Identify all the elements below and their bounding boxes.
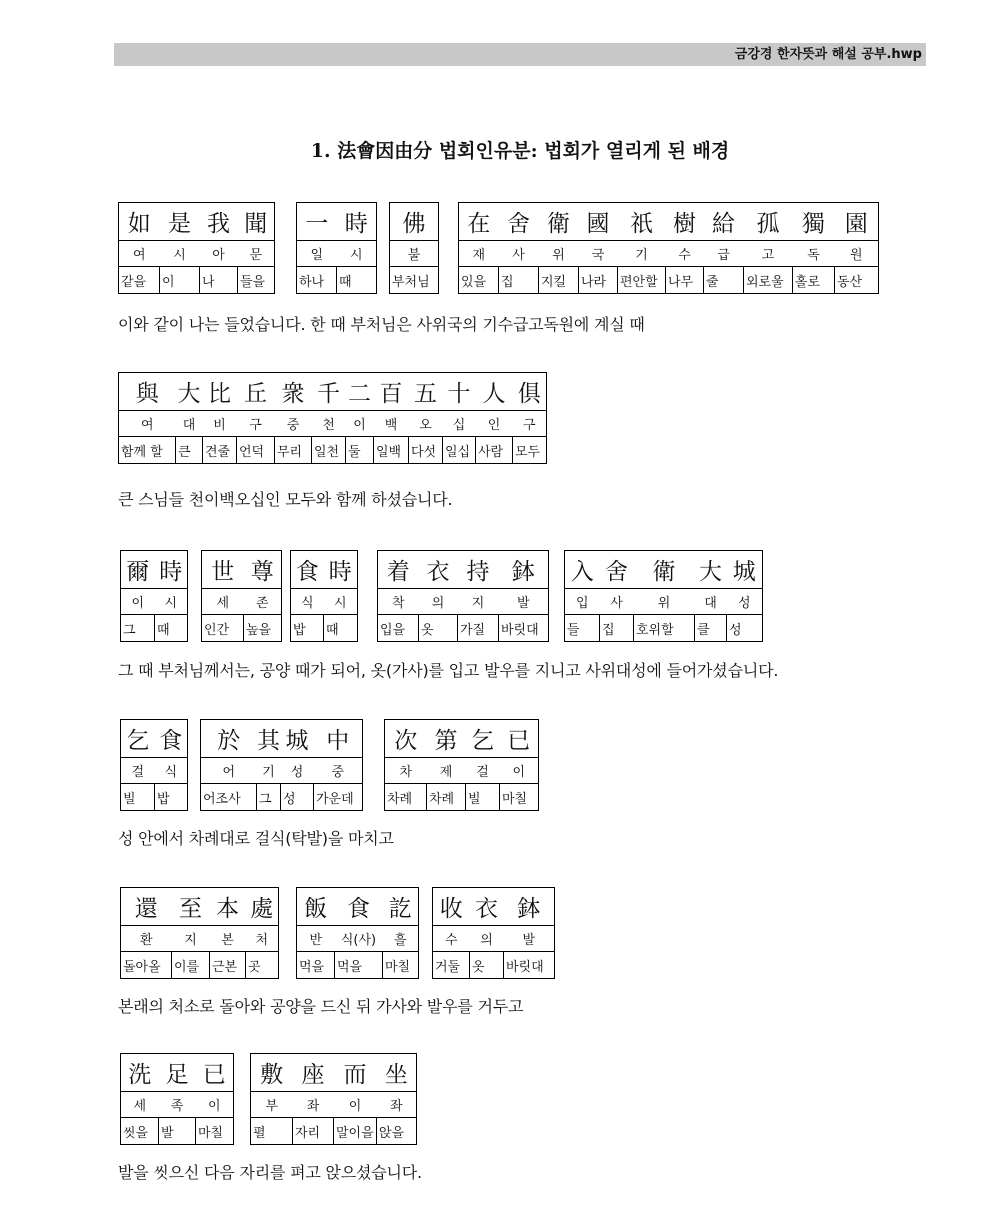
hangul-reading: 식: [155, 758, 188, 784]
hanja-char: 本: [216, 896, 239, 922]
hanja-char: 俱: [517, 381, 541, 407]
meaning-row: [119, 267, 275, 294]
hanja-char: 而: [343, 1062, 367, 1088]
hanja-group-table: [296, 887, 419, 979]
hangul-reading: 천: [312, 411, 346, 437]
hangul-reading: 재: [459, 241, 499, 267]
meaning: 거둘: [433, 952, 470, 979]
meaning: 나: [200, 267, 238, 294]
hangul-reading: 독: [793, 241, 835, 267]
meaning: 그: [257, 784, 281, 811]
hanja-char: 於: [217, 728, 241, 754]
hangul-reading: 성: [727, 589, 763, 615]
hanja-char: 一: [305, 211, 329, 237]
hangul-reading: 불: [390, 241, 439, 267]
hanja-char: 與: [135, 381, 159, 407]
meaning: 편안할: [618, 267, 666, 294]
hangul-reading: 환: [121, 926, 172, 952]
meaning: 돌아올: [121, 952, 172, 979]
hanja-char: 足: [165, 1062, 189, 1088]
hangul-reading: 기: [257, 758, 281, 784]
meaning: 다섯: [409, 437, 443, 464]
hangul-reading-row: [385, 758, 539, 784]
meaning: 호위할: [634, 615, 695, 642]
hanja-char-row: [202, 551, 282, 589]
hanja-char: 食: [295, 559, 319, 585]
hanja-char: 着: [386, 559, 410, 585]
hanja-char: 衛: [547, 211, 570, 237]
hangul-reading-row: [378, 589, 549, 615]
hanja-char: 至: [179, 896, 202, 922]
hanja-char: 大: [177, 381, 201, 407]
hangul-reading: 구: [237, 411, 275, 437]
meaning-row: [297, 267, 377, 294]
hangul-reading: 수: [666, 241, 704, 267]
hangul-reading-row: [202, 589, 282, 615]
meaning: 밥: [291, 615, 324, 642]
hangul-reading: 일: [297, 241, 337, 267]
meaning-row: [378, 615, 549, 642]
translation-text: 성 안에서 차례대로 걸식(탁발)을 마치고: [118, 829, 394, 848]
hangul-reading: 수: [433, 926, 470, 952]
meaning: 어조사: [201, 784, 257, 811]
hangul-reading: 식(사): [335, 926, 383, 952]
hanja-char: 已: [202, 1062, 226, 1088]
meaning: 그: [121, 615, 155, 642]
meaning-row: [121, 1118, 234, 1145]
hanja-char: 第: [434, 728, 458, 754]
meaning: 사람: [476, 437, 513, 464]
meaning-row: [202, 615, 282, 642]
hangul-reading: 국: [579, 241, 618, 267]
meaning: 때: [337, 267, 377, 294]
hangul-reading: 족: [159, 1092, 196, 1118]
hanja-char: 坐: [384, 1062, 408, 1088]
hanja-char-row: [297, 888, 419, 926]
meaning: 빌: [121, 784, 155, 811]
hanja-char: 祇: [630, 211, 653, 237]
hangul-reading: 문: [238, 241, 275, 267]
meaning-row: [459, 267, 879, 294]
hanja-char: 敷: [260, 1062, 284, 1088]
meaning: 일백: [374, 437, 409, 464]
hanja-char: 園: [844, 211, 868, 237]
meaning-row: [433, 952, 555, 979]
hangul-reading: 이: [334, 1092, 377, 1118]
meaning: 높을: [244, 615, 282, 642]
hangul-reading: 사: [600, 589, 634, 615]
hanja-char-row: [378, 551, 549, 589]
hanja-char: 時: [159, 559, 183, 585]
hanja-char: 衣: [475, 896, 498, 922]
meaning: 입을: [378, 615, 419, 642]
meaning: 먹을: [335, 952, 383, 979]
hangul-reading: 제: [427, 758, 466, 784]
hangul-reading-row: [121, 758, 188, 784]
hanja-group-table: [118, 372, 547, 464]
hangul-reading: 세: [202, 589, 244, 615]
hangul-reading: 차: [385, 758, 427, 784]
translation-text: 그 때 부처님께서는, 공양 때가 되어, 옷(가사)를 입고 발우를 지니고 사위대성에 들어가셨습니다.: [118, 661, 779, 680]
hangul-reading: 원: [835, 241, 879, 267]
meaning: 차례: [385, 784, 427, 811]
hanja-char-row: [121, 720, 188, 758]
hanja-char: 千: [317, 381, 340, 407]
hangul-reading: 입: [565, 589, 600, 615]
meaning: 바릿대: [504, 952, 555, 979]
meaning: 큰: [176, 437, 203, 464]
meaning: 무리: [275, 437, 312, 464]
meaning: 함께 할: [119, 437, 176, 464]
hangul-reading: 어: [201, 758, 257, 784]
hangul-reading: 백: [374, 411, 409, 437]
document-filename: 금강경 한자뜻과 해설 공부.hwp: [734, 47, 922, 62]
hangul-reading: 본: [210, 926, 246, 952]
hangul-reading: 사: [499, 241, 539, 267]
meaning: 마칠: [196, 1118, 234, 1145]
hanja-char-row: [433, 888, 555, 926]
hangul-reading-row: [121, 589, 188, 615]
meaning-row: [121, 615, 188, 642]
hangul-reading: 흘: [383, 926, 419, 952]
meaning: 일천: [312, 437, 346, 464]
hanja-group-table: [118, 202, 275, 294]
meaning: 같을: [119, 267, 160, 294]
hanja-char: 百: [379, 381, 403, 407]
hanja-char-row: [121, 1054, 234, 1092]
hangul-reading: 이: [346, 411, 374, 437]
meaning: 언덕: [237, 437, 275, 464]
hanja-char: 尊: [250, 559, 274, 585]
hanja-char: 時: [328, 559, 352, 585]
hangul-reading: 의: [419, 589, 458, 615]
hangul-reading: 비: [203, 411, 237, 437]
hanja-char: 世: [211, 559, 235, 585]
hangul-reading: 중: [275, 411, 312, 437]
hanja-char: 座: [301, 1062, 325, 1088]
hangul-reading-row: [119, 241, 275, 267]
hangul-reading-row: [119, 411, 547, 437]
hanja-group-table: [458, 202, 879, 294]
meaning: 곳: [246, 952, 279, 979]
meaning-row: [291, 615, 358, 642]
hanja-char-row: [390, 203, 439, 241]
hangul-reading: 아: [200, 241, 238, 267]
hangul-reading: 성: [281, 758, 314, 784]
hangul-reading: 의: [470, 926, 504, 952]
hanja-char: 舍: [605, 559, 628, 585]
hanja-char: 如: [127, 211, 151, 237]
hangul-reading: 반: [297, 926, 335, 952]
hanja-char: 洗: [128, 1062, 152, 1088]
hanja-char: 獨: [802, 211, 825, 237]
meaning: 동산: [835, 267, 879, 294]
hangul-reading: 발: [504, 926, 555, 952]
hangul-reading: 시: [155, 589, 188, 615]
hanja-char: 已: [507, 728, 531, 754]
hangul-reading: 위: [634, 589, 695, 615]
hangul-reading: 좌: [293, 1092, 334, 1118]
hanja-char-row: [459, 203, 879, 241]
meaning: 바릿대: [499, 615, 549, 642]
hangul-reading: 좌: [377, 1092, 417, 1118]
hangul-reading: 시: [337, 241, 377, 267]
meaning: 마칠: [500, 784, 539, 811]
hanja-group-table: [384, 719, 539, 811]
hanja-char: 乞: [126, 728, 150, 754]
hanja-group-table: [120, 719, 188, 811]
hangul-reading: 대: [695, 589, 727, 615]
hanja-char-row: [121, 551, 188, 589]
hangul-reading: 처: [246, 926, 279, 952]
hangul-reading: 급: [704, 241, 744, 267]
hangul-reading: 이: [121, 589, 155, 615]
hanja-char-row: [201, 720, 363, 758]
hanja-char-row: [297, 203, 377, 241]
hanja-char: 給: [712, 211, 735, 237]
translation-text: 본래의 처소로 돌아와 공양을 드신 뒤 가사와 발우를 거두고: [118, 997, 524, 1016]
meaning: 들: [565, 615, 600, 642]
translation-text: 이와 같이 나는 들었습니다. 한 때 부처님은 사위국의 기수급고독원에 계실 때: [118, 315, 645, 334]
hanja-char: 鉢: [511, 559, 535, 585]
meaning: 이: [160, 267, 200, 294]
meaning-row: [565, 615, 763, 642]
hanja-group-table: [564, 550, 763, 642]
hangul-reading: 착: [378, 589, 419, 615]
meaning: 하나: [297, 267, 337, 294]
hangul-reading: 걸: [466, 758, 500, 784]
hangul-reading: 발: [499, 589, 549, 615]
hanja-char: 大: [699, 559, 722, 585]
meaning: 인간: [202, 615, 244, 642]
hanja-group-table: [120, 887, 279, 979]
meaning: 외로울: [744, 267, 793, 294]
hanja-char: 丘: [244, 381, 267, 407]
hanja-char: 城: [732, 559, 756, 585]
hanja-group-table: [250, 1053, 417, 1145]
hanja-char: 城: [285, 728, 309, 754]
document-header-bar: [114, 43, 926, 66]
hangul-reading: 고: [744, 241, 793, 267]
meaning: 먹을: [297, 952, 335, 979]
hanja-group-table: [296, 202, 377, 294]
meaning: 근본: [210, 952, 246, 979]
hanja-char: 飯: [304, 896, 328, 922]
meaning: 견줄: [203, 437, 237, 464]
hanja-group-table: [200, 719, 363, 811]
hangul-reading: 지: [458, 589, 499, 615]
meaning: 있을: [459, 267, 499, 294]
hangul-reading-row: [459, 241, 879, 267]
meaning: 클: [695, 615, 727, 642]
hanja-char: 時: [344, 211, 368, 237]
hanja-char: 孤: [756, 211, 780, 237]
meaning: 마칠: [383, 952, 419, 979]
hangul-reading-row: [390, 241, 439, 267]
meaning: 옷: [419, 615, 458, 642]
hanja-char: 食: [347, 896, 370, 922]
meaning: 모두: [513, 437, 547, 464]
hanja-char: 衣: [426, 559, 450, 585]
hanja-char: 比: [208, 381, 231, 407]
hangul-reading-row: [297, 926, 419, 952]
hangul-reading: 구: [513, 411, 547, 437]
hanja-char: 爾: [126, 559, 150, 585]
hangul-reading: 여: [119, 241, 160, 267]
chapter-title: 1. 法會因由分 법회인유분: 법회가 열리게 된 배경: [310, 140, 730, 162]
hanja-char: 持: [466, 559, 490, 585]
meaning: 발: [159, 1118, 196, 1145]
hangul-reading: 지: [172, 926, 210, 952]
meaning: 부처님: [390, 267, 439, 294]
meaning: 홀로: [793, 267, 835, 294]
meaning: 때: [324, 615, 358, 642]
hangul-reading: 오: [409, 411, 443, 437]
hanja-char: 入: [570, 559, 594, 585]
hangul-reading-row: [297, 241, 377, 267]
meaning: 이를: [172, 952, 210, 979]
meaning: 말이을: [334, 1118, 377, 1145]
hangul-reading: 중: [314, 758, 363, 784]
meaning: 들을: [238, 267, 275, 294]
meaning: 줄: [704, 267, 744, 294]
hanja-char: 五: [414, 381, 437, 407]
meaning: 앉을: [377, 1118, 417, 1145]
hanja-char-row: [119, 203, 275, 241]
meaning: 지킬: [539, 267, 579, 294]
meaning: 성: [727, 615, 763, 642]
hanja-group-table: [201, 550, 282, 642]
meaning: 옷: [470, 952, 504, 979]
hanja-char: 次: [394, 728, 418, 754]
hangul-reading: 시: [324, 589, 358, 615]
meaning: 나무: [666, 267, 704, 294]
hanja-char: 衆: [281, 381, 305, 407]
meaning-row: [385, 784, 539, 811]
meaning: 나라: [579, 267, 618, 294]
meaning: 씻을: [121, 1118, 159, 1145]
hanja-char: 收: [439, 896, 463, 922]
hanja-char-row: [251, 1054, 417, 1092]
meaning-row: [121, 784, 188, 811]
hangul-reading: 식: [291, 589, 324, 615]
hangul-reading: 인: [476, 411, 513, 437]
meaning: 빌: [466, 784, 500, 811]
translation-text: 발을 씻으신 다음 자리를 펴고 앉으셨습니다.: [118, 1163, 422, 1182]
meaning: 때: [155, 615, 188, 642]
meaning-row: [251, 1118, 417, 1145]
meaning-row: [201, 784, 363, 811]
hangul-reading: 십: [443, 411, 476, 437]
hangul-reading-row: [201, 758, 363, 784]
hangul-reading: 걸: [121, 758, 155, 784]
hanja-char: 乞: [471, 728, 494, 754]
hanja-group-table: [377, 550, 549, 642]
hanja-char-row: [119, 373, 547, 411]
meaning: 성: [281, 784, 314, 811]
meaning: 집: [600, 615, 634, 642]
hangul-reading: 여: [119, 411, 176, 437]
hanja-char: 舍: [507, 211, 530, 237]
hangul-reading-row: [291, 589, 358, 615]
meaning: 가질: [458, 615, 499, 642]
hanja-char: 佛: [402, 211, 426, 237]
hanja-char: 樹: [673, 211, 696, 237]
hangul-reading-row: [565, 589, 763, 615]
meaning: 가운데: [314, 784, 363, 811]
hanja-group-table: [432, 887, 555, 979]
meaning-row: [297, 952, 419, 979]
hangul-reading-row: [433, 926, 555, 952]
hangul-reading: 이: [196, 1092, 234, 1118]
meaning: 차례: [427, 784, 466, 811]
meaning-row: [119, 437, 547, 464]
hanja-group-table: [389, 202, 439, 294]
hanja-group-table: [290, 550, 358, 642]
meaning-row: [121, 952, 279, 979]
meaning: 자리: [293, 1118, 334, 1145]
hangul-reading: 세: [121, 1092, 159, 1118]
hangul-reading: 기: [618, 241, 666, 267]
hanja-char-row: [291, 551, 358, 589]
meaning: 둘: [346, 437, 374, 464]
hangul-reading-row: [121, 1092, 234, 1118]
hanja-char: 還: [134, 896, 158, 922]
hangul-reading-row: [121, 926, 279, 952]
hanja-char: 我: [207, 211, 230, 237]
hanja-group-table: [120, 1053, 234, 1145]
hanja-char: 在: [467, 211, 491, 237]
meaning-row: [390, 267, 439, 294]
hanja-char: 衛: [652, 559, 676, 585]
hangul-reading: 위: [539, 241, 579, 267]
hanja-group-table: [120, 550, 188, 642]
hangul-reading-row: [251, 1092, 417, 1118]
meaning: 펼: [251, 1118, 293, 1145]
hanja-char: 其: [257, 728, 280, 754]
hangul-reading: 부: [251, 1092, 293, 1118]
meaning: 일십: [443, 437, 476, 464]
hangul-reading: 이: [500, 758, 539, 784]
hanja-char: 是: [168, 211, 191, 237]
hanja-char-row: [385, 720, 539, 758]
translation-text: 큰 스님들 천이백오십인 모두와 함께 하셨습니다.: [118, 490, 453, 509]
hangul-reading: 존: [244, 589, 282, 615]
hanja-char-row: [121, 888, 279, 926]
hanja-char: 鉢: [517, 896, 541, 922]
hanja-char: 二: [348, 381, 371, 407]
hanja-char-row: [565, 551, 763, 589]
hangul-reading: 대: [176, 411, 203, 437]
hanja-char: 處: [250, 896, 274, 922]
hanja-char: 中: [326, 728, 350, 754]
hanja-char: 聞: [244, 211, 268, 237]
meaning: 집: [499, 267, 539, 294]
hanja-char: 食: [159, 728, 183, 754]
hangul-reading: 시: [160, 241, 200, 267]
hanja-char: 人: [482, 381, 506, 407]
hanja-char: 十: [447, 381, 471, 407]
hanja-char: 訖: [388, 896, 412, 922]
hanja-char: 國: [586, 211, 610, 237]
meaning: 밥: [155, 784, 188, 811]
